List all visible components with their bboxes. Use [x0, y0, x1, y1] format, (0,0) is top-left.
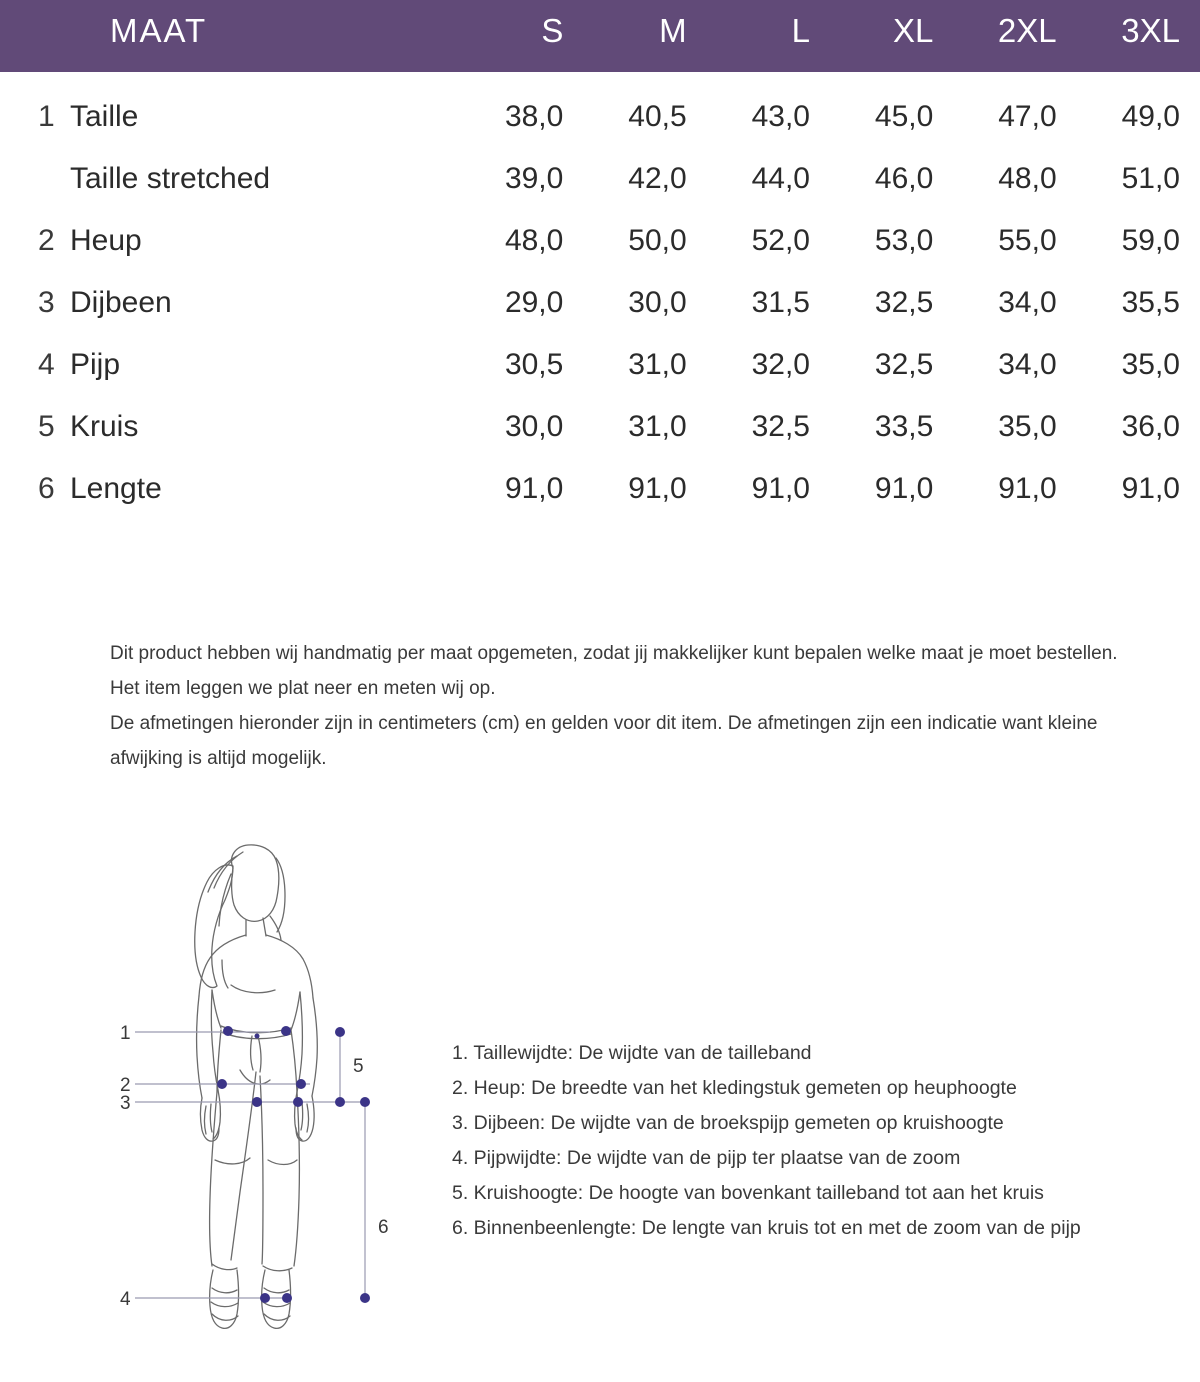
cell-m: 91,0: [628, 472, 687, 505]
description-line-1: Dit product hebben wij handmatig per maat opgemeten, zodat jij makkelijker kunt bepalen welke maat je moet bestellen.: [110, 643, 1118, 664]
header-size-xl: XL: [892, 12, 934, 49]
header-size-s: S: [541, 12, 564, 49]
cell-2xl: 47,0: [998, 100, 1057, 133]
marker-inseam-bottom: [360, 1293, 370, 1303]
table-row: [0, 224, 1200, 286]
marker-hem-left: [260, 1293, 270, 1303]
header-measure-label: MAAT: [110, 12, 208, 49]
cell-s: 48,0: [504, 224, 564, 257]
cell-xl: 32,5: [874, 348, 934, 381]
cell-m: 31,0: [628, 348, 687, 381]
cell-l: 44,0: [751, 162, 810, 195]
size-chart-header: [0, 0, 1200, 72]
header-size-m: M: [659, 12, 687, 49]
table-row: [0, 348, 1200, 410]
marker-thigh-right: [293, 1097, 303, 1107]
size-chart-table: [0, 100, 1200, 534]
row-label: Lengte: [70, 472, 162, 505]
diagram-callout-numbers: [120, 1023, 389, 1310]
legend-item-3: 3. Dijbeen: De wijdte van de broekspijp gemeten op kruishoogte: [452, 1112, 1004, 1134]
row-number: 2: [38, 224, 55, 257]
cell-l: 52,0: [751, 224, 810, 257]
cell-2xl: 91,0: [998, 472, 1057, 505]
cell-l: 91,0: [751, 472, 810, 505]
callout-1: 1: [120, 1023, 131, 1044]
row-values: [440, 410, 1180, 444]
row-label: Taille stretched: [70, 162, 271, 195]
cell-l: 43,0: [751, 100, 810, 133]
marker-hip-left: [217, 1079, 227, 1089]
cell-s: 30,0: [504, 410, 564, 443]
cell-m: 50,0: [628, 224, 687, 257]
cell-3xl: 36,0: [1121, 410, 1180, 443]
header-size-2xl: 2XL: [997, 12, 1057, 49]
legend-item-4: 4. Pijpwijdte: De wijdte van de pijp ter plaatse van de zoom: [452, 1147, 961, 1169]
row-values: [440, 286, 1180, 320]
row-number: 4: [38, 348, 55, 381]
cell-l: 32,5: [751, 410, 810, 443]
row-values: [440, 162, 1180, 196]
row-label: Dijbeen: [70, 286, 172, 319]
cell-xl: 46,0: [874, 162, 934, 195]
cell-m: 30,0: [628, 286, 687, 319]
marker-hem-right: [282, 1293, 292, 1303]
cell-3xl: 49,0: [1121, 100, 1180, 133]
measurement-legend: [452, 1036, 1182, 1246]
callout-6: 6: [378, 1217, 389, 1238]
cell-2xl: 35,0: [998, 410, 1057, 443]
marker-inseam-top: [360, 1097, 370, 1107]
marker-waist-center: [255, 1034, 260, 1039]
cell-xl: 33,5: [874, 410, 934, 443]
cell-3xl: 35,0: [1121, 348, 1180, 381]
legend-item-1: 1. Taillewijdte: De wijdte van de tailleband: [452, 1042, 812, 1064]
row-label: Taille: [70, 100, 139, 133]
measurement-point-markers: [217, 1026, 370, 1303]
callout-5: 5: [353, 1056, 364, 1077]
cell-l: 31,5: [751, 286, 810, 319]
callout-3: 3: [120, 1093, 131, 1114]
cell-s: 38,0: [504, 100, 564, 133]
cell-xl: 45,0: [874, 100, 934, 133]
marker-rise-top: [335, 1027, 345, 1037]
table-row: [0, 410, 1200, 472]
cell-s: 30,5: [504, 348, 564, 381]
header-size-l: L: [791, 12, 810, 49]
legend-item-6: 6. Binnenbeenlengte: De lengte van kruis tot en met de zoom van de pijp: [452, 1217, 1081, 1239]
header-size-3xl: 3XL: [1121, 12, 1180, 49]
marker-rise-bottom: [335, 1097, 345, 1107]
table-row: [0, 162, 1200, 224]
row-values: [440, 472, 1180, 506]
cell-m: 40,5: [628, 100, 687, 133]
legend-item-2: 2. Heup: De breedte van het kledingstuk gemeten op heuphoogte: [452, 1077, 1017, 1099]
measurement-guide-lines: [135, 1032, 365, 1298]
table-row: [0, 472, 1200, 534]
callout-2: 2: [120, 1075, 131, 1096]
measurement-description: [110, 636, 1175, 776]
cell-3xl: 51,0: [1121, 162, 1180, 195]
header-size-columns: [440, 12, 1180, 50]
cell-s: 29,0: [504, 286, 564, 319]
cell-s: 91,0: [504, 472, 564, 505]
cell-2xl: 34,0: [998, 286, 1057, 319]
cell-2xl: 55,0: [998, 224, 1057, 257]
row-values: [440, 348, 1180, 382]
row-number: 3: [38, 286, 55, 319]
cell-2xl: 48,0: [998, 162, 1057, 195]
row-label: Heup: [70, 224, 142, 257]
legend-item-5: 5. Kruishoogte: De hoogte van bovenkant tailleband tot aan het kruis: [452, 1182, 1044, 1204]
cell-l: 32,0: [751, 348, 810, 381]
marker-thigh-left: [252, 1097, 262, 1107]
row-values: [440, 100, 1180, 134]
row-number: 1: [38, 100, 55, 133]
description-line-2: Het item leggen we plat neer en meten wij op.: [110, 678, 496, 699]
measurement-figure-diagram: [100, 840, 430, 1370]
table-row: [0, 100, 1200, 162]
row-number: 6: [38, 472, 55, 505]
row-label: Kruis: [70, 410, 139, 443]
row-label: Pijp: [70, 348, 121, 381]
table-row: [0, 286, 1200, 348]
cell-m: 31,0: [628, 410, 687, 443]
cell-xl: 91,0: [874, 472, 934, 505]
row-values: [440, 224, 1180, 258]
callout-4: 4: [120, 1289, 131, 1310]
cell-xl: 32,5: [874, 286, 934, 319]
cell-3xl: 35,5: [1121, 286, 1180, 319]
cell-xl: 53,0: [874, 224, 934, 257]
marker-waist-left: [223, 1026, 233, 1036]
row-number: 5: [38, 410, 55, 443]
cell-2xl: 34,0: [998, 348, 1057, 381]
cell-3xl: 59,0: [1121, 224, 1180, 257]
cell-3xl: 91,0: [1121, 472, 1180, 505]
marker-hip-right: [296, 1079, 306, 1089]
marker-waist-right: [281, 1026, 291, 1036]
cell-m: 42,0: [628, 162, 687, 195]
cell-s: 39,0: [504, 162, 564, 195]
description-line-3: De afmetingen hieronder zijn in centimeters (cm) en gelden voor dit item. De afmetingen zijn een indicatie want kleine afwijking is altijd mogelijk.: [110, 713, 1098, 769]
